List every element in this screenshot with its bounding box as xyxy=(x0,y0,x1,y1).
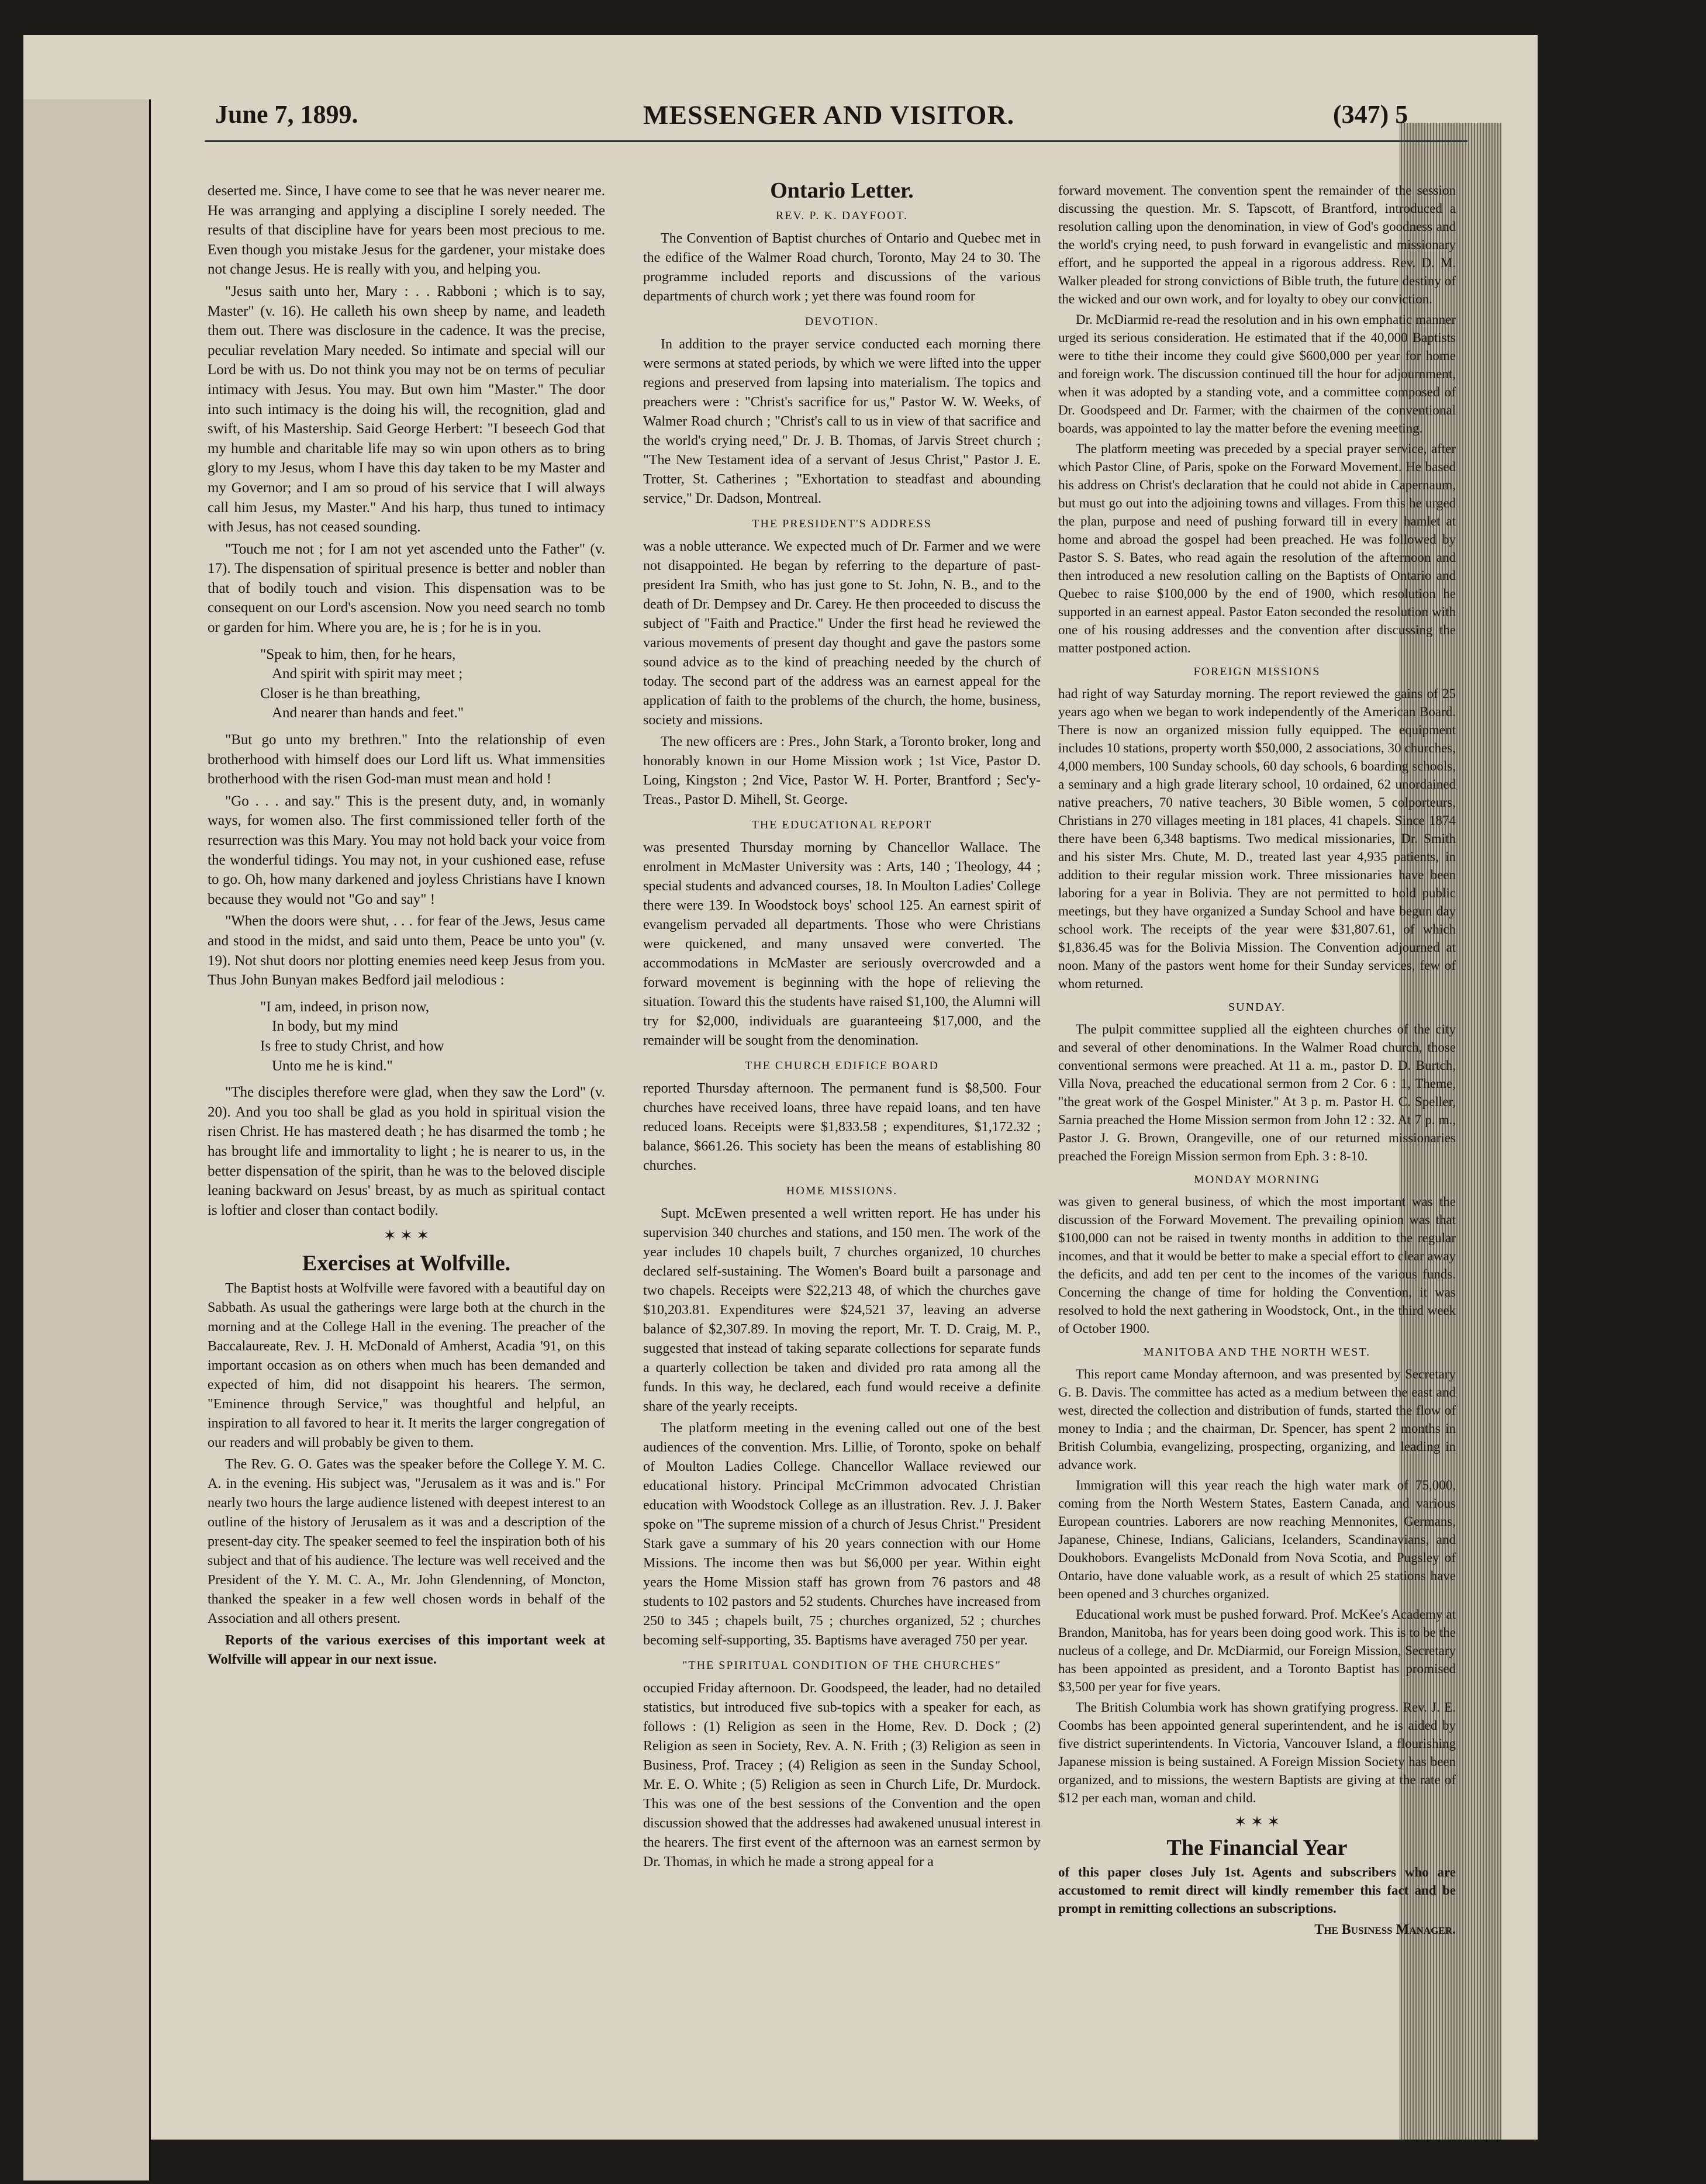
paragraph: Supt. McEwen presented a well written report. He has under his supervision 340 churches and stations, and 150 men. The work of the year includes 10 chapels built, 7 churches organized, 10 churches declared self-sustaining. The Women's Board built a parsonage and two chapels. Receipts were $22,213 48, of which the churches gave $10,203.81. Expenditures were $24,521 37, leaving an adverse balance of $2,307.89. In moving the report, Mr. T. D. Craig, M. P., suggested that instead of taking separate collections for separate funds a quarterly collection be taken and divided pro rata among all the funds. In this way, he declared, each fund would receive a definite share of the yearly receipts. xyxy=(643,1206,1041,1414)
paragraph: reported Thursday afternoon. The permanent fund is $8,500. Four churches have received loans, three have repaid loans, and ten have reduced loans. Receipts were $1,833.58 ; expenditures, $1,172.32 ; balance, $661.26. This society has been the means of establishing 80 churches. xyxy=(643,1081,1041,1173)
poem-line: And nearer than hands and feet." xyxy=(272,705,464,721)
column-2 xyxy=(643,178,1041,1874)
paragraph: "Go . . . and say." This is the present duty, and, in womanly ways, for women also. The first commissioned teller forth of the resurrection was this Mary. You may not hold back your voice from the wonderful tidings. You may not, in your cushioned ease, refuse to go. Oh, how many darkened and joyless Christians have I known because they would not "Go and say" ! xyxy=(208,793,605,907)
section-heading: THE CHURCH EDIFICE BOARD xyxy=(745,1059,939,1072)
paragraph: of this paper closes July 1st. Agents and subscribers who are accustomed to remit direct will kindly remember this fact and be prompt in remitting collections an subscriptions. xyxy=(1058,1865,1456,1916)
paragraph: This report came Monday afternoon, and was presented by Secretary G. B. Davis. The committee has acted as a medium between the east and west, directed the collection and distribution of funds, started the flow of money to India ; and the chairman, Dr. Spencer, has spent 2 months in British Columbia, evangelizing, prospecting, organizing, and leading in advance work. xyxy=(1058,1367,1456,1472)
paragraph: "The disciples therefore were glad, when they saw the Lord" (v. 20). And you too shall be glad as you hold in spiritual vision the risen Christ. He has mastered death ; he has disarmed the tomb ; he has brought life and immortality to light ; he is nearer to us, in the better dispensation of the spirit, than he was to the beloved disciple leaning backward on Jesus' breast, by as much as spiritual contact is loftier and closer than contact bodily. xyxy=(208,1084,605,1218)
paragraph: "When the doors were shut, . . . for fear of the Jews, Jesus came and stood in the midst, and said unto them, Peace be unto you" (v. 19). Not shut doors nor plotting enemies need keep Jesus from you. Thus John Bunyan makes Bedford jail melodious : xyxy=(208,913,605,989)
poem-line: "I am, indeed, in prison now, xyxy=(260,998,430,1015)
paragraph: had right of way Saturday morning. The report reviewed the gains of 25 years ago when we began to work independently of the American Board. There is now an organized mission fully equipped. The equipment includes 10 stations, property worth $50,000, 2 associations, 30 churches, 4,000 members, 100 Sunday schools, 60 day schools, 6 boarding schools, a seminary and a high grade literary school, 10 ordained, 62 unordained native preachers, 70 native teachers, 30 Bible women, 5 colporteurs, Christians in 270 villages meeting in 181 places, 41 chapels. Since 1874 there have been 6,348 baptisms. Two medical missionaries, Dr. Smith and his sister Mrs. Chute, M. D., treated last year 4,935 patients, in addition to their regular mission work. Three missionaries have been laboring for a year in Bolivia. They are not permitted to hold public meetings, but they have organized a Sunday School and have begun day school work. The receipts of the year were $31,807.61, of which $1,836.45 was for the Bolivia Mission. The Convention adjourned at noon. Many of the pastors went home for their Sunday services, few of whom returned. xyxy=(1058,686,1456,991)
page-header xyxy=(0,99,1706,146)
signature: The Business Manager. xyxy=(1314,1922,1456,1937)
section-heading: DEVOTION. xyxy=(804,315,879,328)
section-heading: MONDAY MORNING xyxy=(1194,1173,1320,1186)
paragraph: "Jesus saith unto her, Mary : . . Rabboni ; which is to say, Master" (v. 16). He calleth his own sheep by name, and leadeth them out. There was disclosure in the cadence. It was the precise, peculiar revelation Mary needed. So intimate and special will our Lord be with us. Do not think you may not be on terms of peculiar intimacy with Jesus. You may. But own him "Master." The door into such intimacy is the doing his will, the recognition, glad and swift, of his Mastership. Said George Herbert: "I beseech God that my humble and charitable life may so win upon others as to bring glory to my Jesus, whom I have this day taken to be my Master and my Governor; and I am so proud of his service that I will always call him Jesus, my Master." And his harp, thus tuned to intimacy with Jesus, has not ceased sounding. xyxy=(208,283,605,535)
paragraph: The platform meeting was preceded by a special prayer service, after which Pastor Cline, of Paris, spoke on the Forward Movement. He based his address on Christ's declaration that he could not abide in Capernaum, but must go out into the adjoining towns and villages. From this he urged the plan, purpose and need of pushing forward till in every hamlet at home and abroad the gospel had been preached. He was followed by Pastor S. S. Bates, who read again the resolution of the afternoon and then introduced a new resolution calling on the Baptists of Ontario and Quebec to raise $100,000 by the end of 1900, which resolution he supported in an earnest appeal. Pastor Eaton seconded the resolution with one of his rousing addresses and the convention after discussing the matter postponed action. xyxy=(1058,441,1456,655)
paragraph: was a noble utterance. We expected much of Dr. Farmer and we were not disappointed. He began by referring to the departure of past-president Ira Smith, who has just gone to St. John, N. B., and to the death of Dr. Dempsey and Dr. Carey. He then proceeded to discuss the subject of "Faith and Practice." Under the first head he reviewed the various movements of present day thought and gave the pastors some sound advice as to the kind of preaching needed by the church of today. The second part of the address was an earnest appeal for the application of faith to the problems of the church, the home, business, society and missions. xyxy=(643,539,1041,728)
section-heading: MANITOBA AND THE NORTH WEST. xyxy=(1143,1346,1371,1359)
paragraph: The new officers are : Pres., John Stark, a Toronto broker, long and honorably known in our Home Mission work ; 1st Vice, Pastor D. Loing, Kingston ; 2nd Vice, Pastor W. H. Porter, Brantford ; Sec'y-Treas., Pastor D. Mihell, St. George. xyxy=(643,734,1041,807)
column-3 xyxy=(1058,181,1456,1939)
paragraph: was presented Thursday morning by Chancellor Wallace. The enrolment in McMaster University was : Arts, 140 ; Theology, 44 ; special students and advanced courses, 18. In Moulton Ladies' College there were 139. In Woodstock boys' school 125. An earnest spirit of evangelism pervaded all departments. Those who were Christians were quickened, and many unsaved were converted. The accommodations in McMaster are seriously overcrowded and a forward movement is beginning with the hope of relieving the situation. Toward this the students have raised $1,100, the Alumni will try for $2,000, individuals are guaranteeing $17,000, and the remainder will be sought from the denomination. xyxy=(643,840,1041,1048)
section-ornament: ✶ ✶ ✶ xyxy=(383,1227,430,1245)
column-1 xyxy=(208,181,605,1672)
paragraph: The British Columbia work has shown gratifying progress. Rev. J. E. Coombs has been appointed general superintendent, and he is aided by five district superintendents. In Victoria, Vancouver Island, a flourishing Japanese mission is being sustained. A Foreign Mission Society has been organized, and to missions, the western Baptists are giving at the rate of $12 per each man, woman and child. xyxy=(1058,1700,1456,1805)
page-number: (347) 5 xyxy=(1333,100,1408,129)
poem xyxy=(260,997,605,1076)
paragraph: forward movement. The convention spent the remainder of the session discussing the question. Mr. S. Tapscott, of Brantford, introduced a resolution calling upon the denomination, in view of God's goodness and the world's crying need, to push forward in evangelistic and missionary effort, and he supported the appeal in a rigorous address. Rev. D. M. Walker pleaded for strong convictions of Bible truth, the future destiny of the wicked and our own work, and for loyalty to obey our conviction. xyxy=(1058,183,1456,306)
section-heading: HOME MISSIONS. xyxy=(786,1184,898,1197)
poem-line: And spirit with spirit may meet ; xyxy=(272,666,463,682)
paragraph: "But go unto my brethren." Into the relationship of even brotherhood with himself does our Lord lift us. What immensities brotherhood with the risen God-man must mean and hold ! xyxy=(208,732,605,787)
header-rule xyxy=(205,140,1467,142)
issue-date: June 7, 1899. xyxy=(215,100,358,129)
article-title: The Financial Year xyxy=(1166,1836,1348,1860)
poem-line: "Speak to him, then, for he hears, xyxy=(260,646,456,662)
section-heading: "THE SPIRITUAL CONDITION OF THE CHURCHES" xyxy=(682,1659,1002,1672)
paragraph: In addition to the prayer service conducted each morning there were sermons at stated periods, by which we were lifted into the upper regions and preserved from lapsing into materialism. The topics and preachers were : "Christ's sacrifice for us," Pastor W. W. Weeks, of Walmer Road church ; "Christ's call to us in view of that sacrifice and the world's crying need," Dr. J. B. Thomas, of Jarvis Street church ; "The New Testament idea of a servant of Jesus Christ," Pastor J. E. Trotter, St. Catherines ; "Exhortation to steadfast and abounding service," Dr. Dadson, Montreal. xyxy=(643,337,1041,506)
paragraph: The pulpit committee supplied all the eighteen churches of the city and several of other denominations. In the Walmer Road church, those conventional sermons were preached. At 11 a. m., pastor D. D. Burtch, Villa Nova, preached the educational sermon from 2 Cor. 6 : 1, Theme, "the great work of the Gospel Minister." At 3 p. m. Pastor H. C. Speller, Sarnia preached the Home Mission sermon from John 12 : 32. At 7 p. m., Pastor J. G. Brown, Orangeville, one of our returned missionaries preached the Foreign Mission sermon from Eph. 3 : 8-10. xyxy=(1058,1022,1456,1163)
poem-line: Is free to study Christ, and how xyxy=(260,1038,444,1054)
paragraph: The Convention of Baptist churches of Ontario and Quebec met in the edifice of the Walmer Road church, Toronto, May 24 to 30. The programme included reports and discussions of the various departments of church work ; yet there was found room for xyxy=(643,231,1041,304)
section-ornament: ✶ ✶ ✶ xyxy=(1234,1813,1280,1830)
paragraph: deserted me. Since, I have come to see that he was never nearer me. He was arranging and applying a discipline I sorely needed. The results of that discipline have for years been most precious to me. Even though you mistake Jesus for the gardener, your mistake does not change Jesus. He is really with you, and helping you. xyxy=(208,183,605,278)
section-heading: FOREIGN MISSIONS xyxy=(1193,665,1321,678)
article-title: Exercises at Wolfville. xyxy=(302,1250,511,1276)
paragraph: The Rev. G. O. Gates was the speaker before the College Y. M. C. A. in the evening. His subject was, "Jerusalem as it was and is." For nearly two hours the large audience listened with deepest interest to an outline of the history of Jerusalem as it was and a description of the present-day city. The speaker seemed to feel the inspiration both of his subject and that of his audience. The lecture was well received and the President of the Y. M. C. A., Mr. John Glendenning, of Moncton, thanked the speaker in a few well chosen words in behalf of the Association and all others present. xyxy=(208,1457,605,1627)
masthead-title: MESSENGER AND VISITOR. xyxy=(643,100,1015,130)
poem xyxy=(260,645,605,723)
section-heading: THE PRESIDENT'S ADDRESS xyxy=(752,517,932,530)
section-heading: SUNDAY. xyxy=(1228,1001,1286,1014)
paragraph: "Touch me not ; for I am not yet ascended unto the Father" (v. 17). The dispensation of spiritual presence is better and nobler than that of bodily touch and vision. This dispensation was to be consequent on our Lord's ascension. Now you need search no tomb or garden for him. Where you are, he is ; for he is in you. xyxy=(208,541,605,636)
section-heading: THE EDUCATIONAL REPORT xyxy=(751,818,933,831)
paragraph: Dr. McDiarmid re-read the resolution and in his own emphatic manner urged its serious consideration. He estimated that if the 40,000 Baptists were to tithe their income they could give $600,000 per year for home and foreign work. The discussion continued till the hour for adjournment, when it was adopted by a standing vote, and a committee composed of Dr. Goodspeed and Dr. Farmer, with the chairmen of the conventional boards, was appointed to lay the matter before the evening meeting. xyxy=(1058,312,1456,436)
paragraph: Immigration will this year reach the high water mark of 75,000, coming from the North Western States, Eastern Canada, and various European countries. Laborers are now reaching Mennonites, Germans, Japanese, Chinese, Indians, Galicians, Icelanders, Scandinavians, and Doukhobors. Evangelists McDonald from Nova Scotia, and Pugsley of Ontario, have done valuable work, as a result of which 25 stations have been opened and 3 churches organized. xyxy=(1058,1478,1456,1601)
poem-line: Closer is he than breathing, xyxy=(260,685,421,701)
previous-page-fragment xyxy=(23,99,151,2180)
paragraph: The platform meeting in the evening called out one of the best audiences of the convention. Mrs. Lillie, of Toronto, spoke on behalf of Moulton Ladies College. Chancellor Wallace reviewed our educational history. Principal McCrimmon advocated Christian education with Woodstock College as an illustration. Rev. J. J. Baker spoke on "The supreme mission of a church of Jesus Christ." President Stark gave a summary of his 20 years connection with our Home Missions. The income then was but $6,000 per year. Within eight years the Home Mission staff has grown from 76 pastors and 48 students to 102 pastors and 52 students. Churches have increased from 250 to 345 ; chapels built, 75 ; churches organized, 52 ; churches becoming self-supporting, 35. Baptisms have averaged 750 per year. xyxy=(643,1421,1041,1648)
paragraph: occupied Friday afternoon. Dr. Goodspeed, the leader, had no detailed statistics, but introduced five sub-topics with a speaker for each, as follows : (1) Religion as seen in the Home, Rev. D. Dock ; (2) Religion as seen in Society, Rev. A. N. Frith ; (3) Religion as seen in Business, Prof. Tracey ; (4) Religion as seen in the Sunday School, Mr. E. O. White ; (5) Religion as seen in Church Life, Dr. Murdock. This was one of the best sessions of the Convention and the open discussion showed that the addresses had awakened unusual interest in the hearers. The first event of the afternoon was an earnest sermon by Dr. Thomas, in which he made a strong appeal for a xyxy=(643,1681,1041,1869)
paragraph: Reports of the various exercises of this important week at Wolfville will appear in our next issue. xyxy=(208,1633,605,1668)
paragraph: was given to general business, of which the most important was the discussion of the Forward Movement. The prevailing opinion was that $100,000 can not be raised in twenty months in addition to the regular incomes, and that it would be better to make a special effort to clear away the deficits, and add ten per cent to the incomes of the various funds. Concerning the change of time for holding the Convention, it was resolved to hold the next gathering in Woodstock, Ont., in the third week of October 1900. xyxy=(1058,1194,1456,1336)
paragraph: Educational work must be pushed forward. Prof. McKee's Academy at Brandon, Manitoba, has for years been doing good work. This is to be the nucleus of a college, and Dr. McDiarmid, our Foreign Mission, Secretary has been appointed as president, and a Toronto Baptist has promised $3,500 per year for five years. xyxy=(1058,1607,1456,1694)
byline: REV. P. K. DAYFOOT. xyxy=(775,209,908,222)
poem-line: Unto me he is kind." xyxy=(272,1058,393,1074)
article-title: Ontario Letter. xyxy=(770,178,914,203)
poem-line: In body, but my mind xyxy=(272,1018,398,1035)
paragraph: The Baptist hosts at Wolfville were favored with a beautiful day on Sabbath. As usual the gatherings were large both at the church in the morning and at the College Hall in the evening. The preacher of the Baccalaureate, Rev. J. H. McDonald of Amherst, Acadia '91, on this important occasion as on others when much has been demanded and expected of him, did not disappoint his hearers. The sermon, "Eminence through Service," was thoughtful and helpful, an inspiration to all favored to hear it. It merits the larger congregation of our readers and will probably be given to them. xyxy=(208,1281,605,1451)
